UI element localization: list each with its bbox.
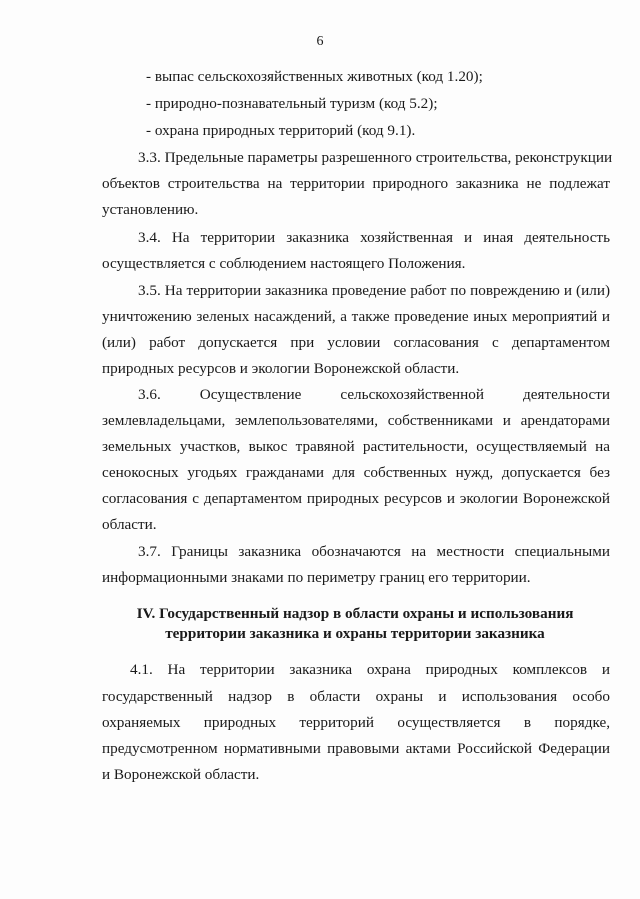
list-item: - охрана природных территорий (код 9.1). (146, 122, 416, 139)
paragraph-3-6-line: земельных участков, выкос травяной растительности, осуществляемый на (102, 438, 610, 455)
paragraph-3-4-line: 3.4. На территории заказника хозяйственная и иная деятельность (138, 229, 610, 246)
paragraph-3-5-line: природных ресурсов и экологии Воронежской области. (102, 360, 460, 377)
page-number: 6 (316, 34, 324, 49)
paragraph-3-5-line: (или) работ допускается при условии согласования с департаментом (102, 334, 610, 351)
paragraph-3-6-line: согласования с департаментом природных ресурсов и экологии Воронежской (102, 490, 610, 507)
section-heading: территории заказника и охраны территории заказника (165, 625, 545, 642)
paragraph-4-1-line: охраняемых природных территорий осуществляется в порядке, (102, 714, 610, 731)
paragraph-3-4-line: осуществляется с соблюдением настоящего Положения. (102, 255, 466, 272)
paragraph-3-5-line: 3.5. На территории заказника проведение работ по повреждению и (или) (138, 282, 610, 299)
paragraph-3-6-line: 3.6. Осуществление сельскохозяйственной деятельности (138, 386, 610, 403)
paragraph-4-1-line: и Воронежской области. (102, 766, 260, 783)
paragraph-3-3-line: 3.3. Предельные параметры разрешенного строительства, реконструкции (138, 149, 613, 166)
paragraph-3-6-line: землевладельцами, землепользователями, собственниками и арендаторами (102, 412, 610, 429)
paragraph-3-7-line: информационными знаками по периметру границ его территории. (102, 569, 531, 586)
paragraph-3-6-line: области. (102, 516, 157, 533)
list-item: - природно-познавательный туризм (код 5.2); (146, 95, 438, 112)
paragraph-4-1-line: 4.1. На территории заказника охрана природных комплексов и (130, 661, 610, 678)
paragraph-3-3-line: установлению. (102, 201, 199, 218)
paragraph-3-6-line: сенокосных угодьях гражданами для собственных нужд, допускается без (102, 464, 610, 481)
paragraph-4-1-line: предусмотренном нормативными правовыми актами Российской Федерации (102, 740, 610, 757)
section-heading: IV. Государственный надзор в области охраны и использования (136, 605, 574, 622)
paragraph-3-5-line: уничтожению зеленых насаждений, а также проведение иных мероприятий и (102, 308, 610, 325)
paragraph-4-1-line: государственный надзор в области охраны и использования особо (102, 688, 610, 705)
list-item: - выпас сельскохозяйственных животных (код 1.20); (146, 68, 483, 85)
paragraph-3-7-line: 3.7. Границы заказника обозначаются на местности специальными (138, 543, 610, 560)
paragraph-3-3-line: объектов строительства на территории природного заказника не подлежат (102, 175, 610, 192)
